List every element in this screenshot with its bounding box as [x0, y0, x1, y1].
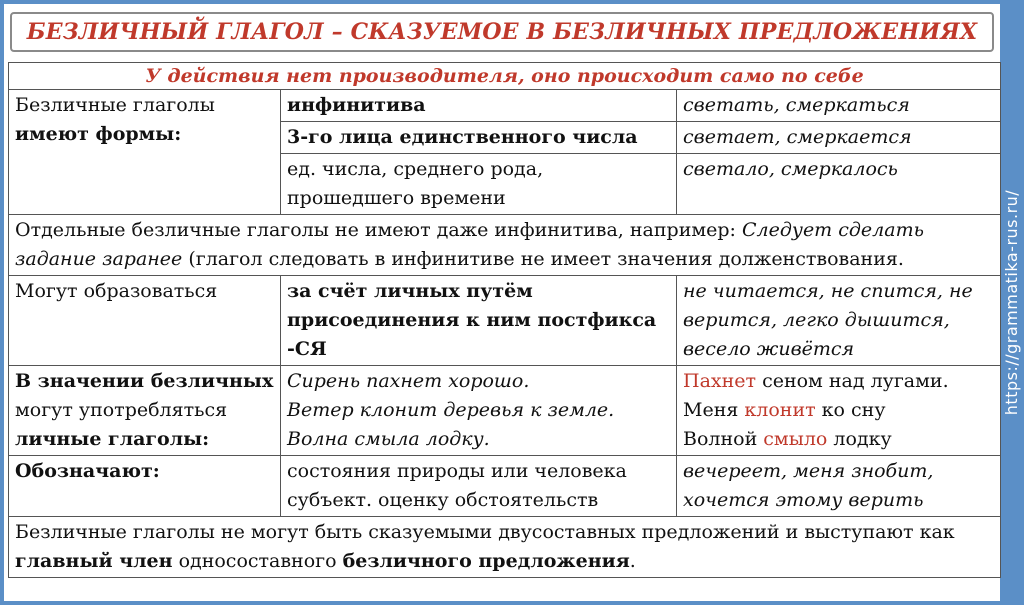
- example-pre: Меня: [683, 399, 745, 421]
- personal-label: могут употребляться: [15, 399, 228, 421]
- formation-method: за счёт личных путём присоединения к ним постфикса -СЯ: [281, 276, 677, 366]
- form-name: инфинитива: [281, 90, 677, 122]
- forms-row: [9, 90, 1001, 122]
- impersonal-example: [683, 425, 994, 454]
- example-rest: сеном над лугами.: [756, 370, 949, 392]
- personal-example: Волна смыла лодку.: [287, 428, 490, 450]
- meaning-examples: вечереет, меня знобит, хочется этому верить: [677, 456, 1001, 517]
- personal-examples-cell: [281, 366, 677, 456]
- rule-card: [4, 4, 1000, 601]
- meaning-row: [9, 456, 1001, 517]
- example-rest: ко сну: [815, 399, 886, 421]
- highlight-verb: смыло: [763, 428, 828, 450]
- footer-text: Безличные глаголы не могут быть сказуемыми двусоставных предложений и выступают как: [15, 521, 955, 543]
- example-rest: лодку: [827, 428, 892, 450]
- page-title: БЕЗЛИЧНЫЙ ГЛАГОЛ – СКАЗУЕМОЕ В БЕЗЛИЧНЫХ ПРЕДЛОЖЕНИЯХ: [26, 19, 978, 45]
- personal-example: Сирень пахнет хорошо.: [287, 370, 530, 392]
- note-text: Отдельные безличные глаголы не имеют даже инфинитива, например:: [15, 219, 736, 241]
- formation-examples: не читается, не спится, не верится, легко дышится, весело живётся: [677, 276, 1001, 366]
- personal-label-bold-2: личные глаголы:: [15, 428, 210, 450]
- watermark: [1000, 0, 1024, 605]
- formation-row: [9, 276, 1001, 366]
- note-example: Следует сделать задание заранее: [15, 219, 924, 270]
- impersonal-example: [683, 396, 994, 425]
- forms-label-bold: имеют формы:: [15, 123, 182, 145]
- impersonal-examples-cell: [677, 366, 1001, 456]
- footer-cell: [9, 517, 1001, 578]
- form-examples: светать, смеркаться: [677, 90, 1001, 122]
- footer-bold-2: безличного предложения: [342, 550, 630, 572]
- meaning-label: Обозначают:: [9, 456, 281, 517]
- personal-example: Ветер клонит деревья к земле.: [287, 399, 615, 421]
- example-pre: Волной: [683, 428, 764, 450]
- forms-label-cell: [9, 90, 281, 215]
- watermark-text: https://grammatika-rus.ru/: [1002, 189, 1022, 416]
- form-name: ед. числа, среднего рода, прошедшего времени: [281, 154, 677, 215]
- highlight-verb: Пахнет: [683, 370, 757, 392]
- footer-bold: главный член: [15, 550, 173, 572]
- title-box: [10, 12, 994, 52]
- impersonal-example: [683, 367, 994, 396]
- form-name: 3-го лица единственного числа: [281, 122, 677, 154]
- subtitle: У действия нет производителя, оно происходит само по себе: [9, 63, 1001, 90]
- forms-label: Безличные глаголы: [15, 94, 215, 116]
- footer-row: [9, 517, 1001, 578]
- meaning-text: состояния природы или человека субъект. оценку обстоятельств: [281, 456, 677, 517]
- rule-table: [8, 62, 1001, 578]
- form-examples: светает, смеркается: [677, 122, 1001, 154]
- personal-label-cell: [9, 366, 281, 456]
- note-text-2: (глагол следовать в инфинитиве не имеет значения долженствования.: [188, 248, 904, 270]
- personal-row: [9, 366, 1001, 456]
- highlight-verb: клонит: [744, 399, 816, 421]
- footer-text-2: односоставного: [178, 550, 337, 572]
- footer-end: .: [629, 550, 636, 572]
- personal-label-bold: В значении безличных: [15, 370, 274, 392]
- subtitle-row: [9, 63, 1001, 90]
- note-row: [9, 215, 1001, 276]
- formation-label: Могут образоваться: [9, 276, 281, 366]
- form-examples: светало, смеркалось: [677, 154, 1001, 215]
- note-cell: [9, 215, 1001, 276]
